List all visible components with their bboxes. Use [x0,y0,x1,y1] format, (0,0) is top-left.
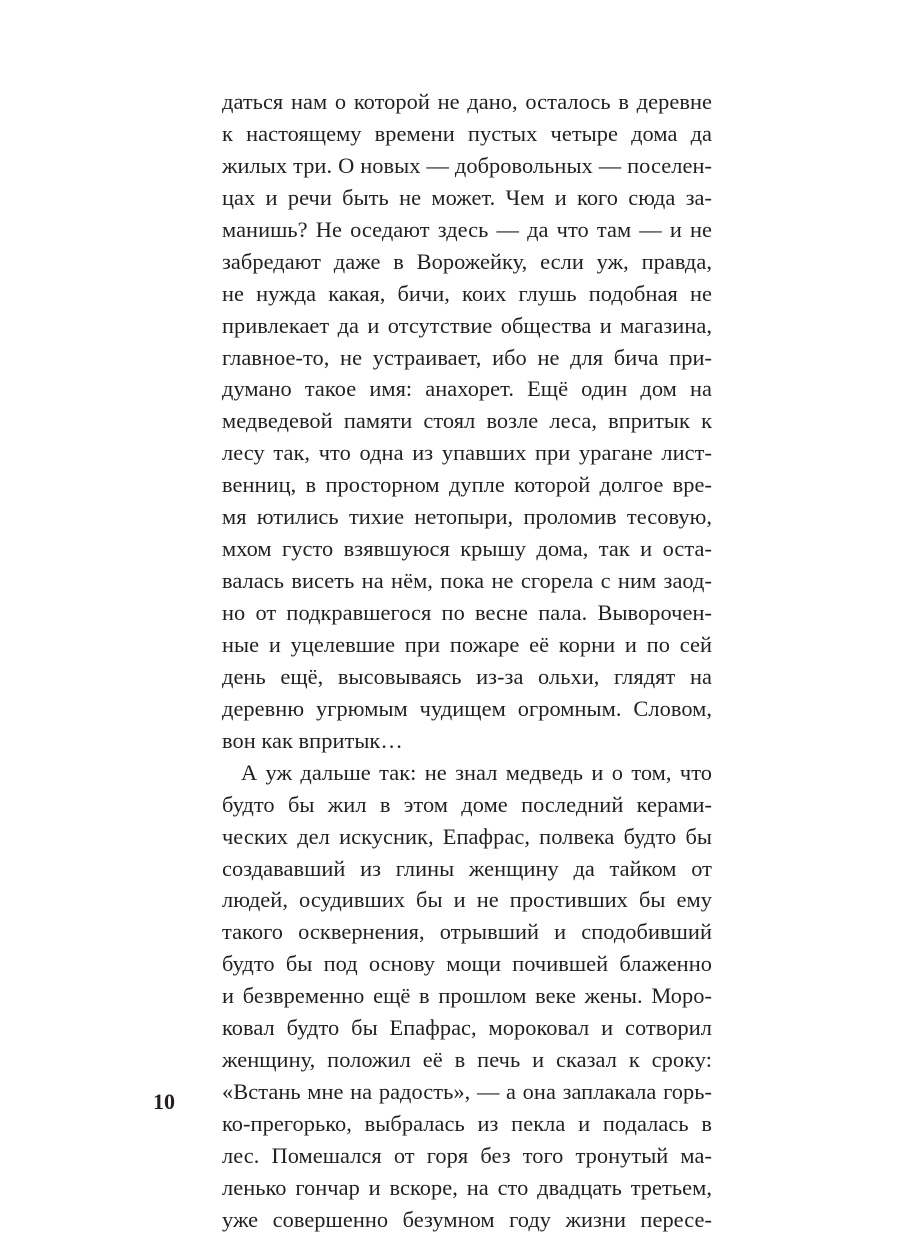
text-line: ко-прегорько, выбралась из пекла и подалась в [222,1111,712,1136]
text-line: мя ютились тихие нетопыри, проломив тесовую, [222,504,712,530]
text-line: к настоящему времени пустых четыре дома да [222,120,712,146]
text-line: ковал будто бы Епафрас, мороковал и сотворил [222,1015,712,1041]
text-line: создававший из глины женщину да тайком от [222,855,712,881]
text-line: не нужда какая, бичи, коих глушь подобная не [222,280,712,306]
text-line: лес. Помешался от горя без того тронутый ма- [222,1142,712,1168]
text-line: такого осквернения, отрывший и сподобивший [222,919,712,945]
text-line: думано такое имя: анахорет. Ещё один дом на [222,376,712,402]
text-line: ленько гончар и вскоре, на сто двадцать третьем, [222,1174,712,1200]
text-line: ческих дел искусник, Епафрас, полвека будто бы [222,823,712,849]
text-line: забредают даже в Ворожейку, если уж, правда, [222,248,712,274]
text-line: вон как впритык… [222,727,403,753]
text-line: венниц, в просторном дупле которой долгое вре- [222,472,712,498]
text-line: но от подкравшегося по весне пала. Выворочен- [222,600,712,625]
paragraph-1 [222,86,712,757]
paragraph-2 [222,757,712,1236]
text-line: цах и речи быть не может. Чем и кого сюда за- [222,184,712,210]
text-line: женщину, положил её в печь и сказал к сроку: [222,1047,712,1073]
page-number: 10 [153,1089,175,1114]
text-line: лесу так, что одна из упавших при урагане лист- [222,440,712,466]
text-line: будто бы под основу мощи почившей блаженно [222,951,712,977]
text-line: «Встань мне на радость», — а она заплакала горь- [222,1079,712,1105]
text-line: жилых три. О новых — добровольных — поселен- [222,152,712,178]
text-line: А уж дальше так: не знал медведь и о том, что [241,759,712,785]
text-line: уже совершенно безумном году жизни пересе- [222,1206,712,1232]
text-line: медведевой памяти стоял возле леса, впритык к [222,408,712,434]
text-line: мхом густо взявшуюся крышу дома, так и оста- [222,536,712,562]
text-line: день ещё, высовываясь из-за ольхи, глядят на [222,663,712,689]
text-line: людей, осудивших бы и не простивших бы ему [222,887,712,913]
text-line: главное-то, не устраивает, ибо не для бича при- [222,344,712,370]
text-line: манишь? Не оседают здесь — да что там — и не [222,216,712,242]
text-line: деревню угрюмым чудищем огромным. Словом, [222,695,712,721]
text-line: валась висеть на нём, пока не сгорела с ним заод- [222,568,712,594]
text-line: привлекает да и отсутствие общества и магазина, [222,312,712,338]
text-line: ные и уцелевшие при пожаре её корни и по сей [222,631,712,657]
body-text [222,86,712,1236]
text-line: будто бы жил в этом доме последний керами- [222,791,712,817]
text-line: и безвременно ещё в прошлом веке жены. Моро- [222,983,712,1009]
text-line: даться нам о которой не дано, осталось в деревне [222,89,712,114]
